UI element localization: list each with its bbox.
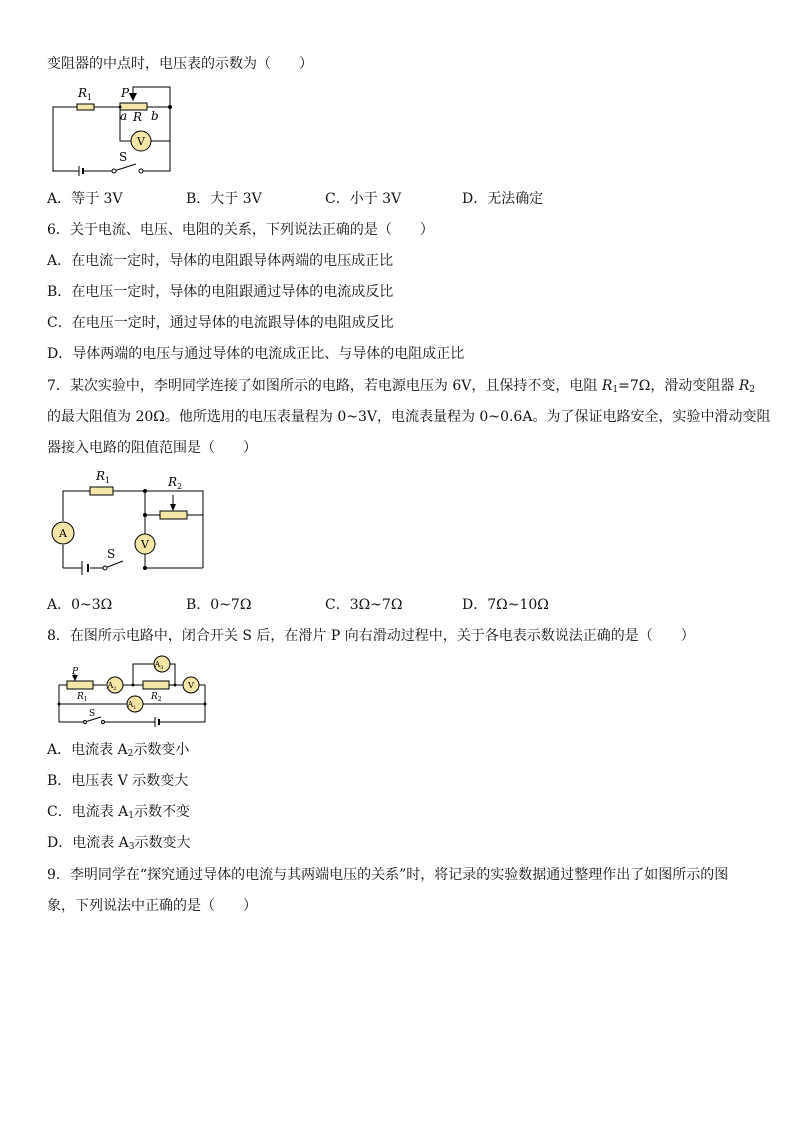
q8-option-d-tail: 示数变大 [134,835,191,851]
q8-slider-resistor-r1 [67,681,93,689]
q6-option-d: D．导体两端的电压与通过导体的电流成正比、与导体的电阻成正比 [47,346,465,362]
q6-option-c: C．在电压一定时，通过导体的电流跟导体的电阻成反比 [47,315,394,331]
q7-option-b: B．0~7Ω [186,597,252,613]
q5-option-c: C．小于 3V [325,191,402,207]
q7-label-s: S [107,547,116,561]
q7-circuit-diagram [45,465,215,585]
q7-option-a: A．0~3Ω [47,597,113,613]
q9-stem-line1: 9．李明同学在“探究通过导体的电流与其两端电压的关系”时，将记录的实验数据通过整理作出了如图所示的图 [47,867,729,883]
q7-label-v: V [141,538,149,551]
q7-stem-line2: 的最大阻值为 20Ω。他所选用的电压表量程为 0~3V，电流表量程为 0~0.6A。为了保证电路安全，实验中滑动变阻 [47,409,771,425]
q8-label-r1: $R_1$ [77,692,88,703]
q8-label-r2: $R_2$ [151,692,162,703]
q7-r2: R [738,378,750,394]
q8-resistor-r2 [143,681,169,689]
q7-r1-sub: 1 [612,385,619,395]
q7-option-c: C．3Ω~7Ω [325,597,403,613]
q5-option-b: B．大于 3V [186,191,262,207]
q7-slider-resistor-r2 [160,511,187,519]
q8-option-c [47,803,190,825]
q7-text-a: 7．某次实验中，李明同学连接了如图所示的电路，若电源电压为 6V，且保持不变，电阻 [47,378,602,394]
q5-label-s: S [119,150,128,164]
q7-r2-sub: 2 [749,385,756,395]
q8-option-a-sub: 2 [127,749,134,759]
q8-label-a3: $A_3$ [154,660,164,671]
q5-circuit-diagram [40,80,190,180]
q8-label-a2: $A_2$ [107,681,117,692]
q5-option-a: A．等于 3V [47,191,123,207]
q5-option-d: D．无法确定 [462,191,544,207]
q7-label-r2: $R_2$ [168,475,183,491]
q6-option-b: B．在电压一定时，导体的电阻跟通过导体的电流成反比 [47,284,394,300]
q8-label-p: P [72,667,79,677]
q5-label-b: b [151,109,159,123]
q7-label-a: A [59,527,67,540]
q8-option-a [47,741,189,763]
q7-option-d: D．7Ω~10Ω [462,597,549,613]
q8-circuit-diagram [55,652,215,730]
q7-label-r1: $R_1$ [96,469,111,485]
q8-option-c-sub: 1 [128,811,135,821]
q5-label-v: V [137,135,145,148]
q6-stem: 6．关于电流、电压、电阻的关系，下列说法正确的是（ ） [47,222,434,238]
q8-option-b: B．电压表 V 示数变大 [47,773,189,789]
q5-label-r: R [133,110,143,124]
q8-label-v: V [188,681,194,690]
q5-stem: 变阻器的中点时，电压表的示数为（ ） [47,56,313,72]
q7-r1: R [601,378,613,394]
q7-text-b: =7Ω，滑动变阻器 [618,378,739,394]
q8-option-a-text: A．电流表 A [47,742,128,758]
q9-stem-line2: 象，下列说法中正确的是（ ） [47,898,257,914]
q8-option-c-tail: 示数不变 [134,804,191,820]
q8-option-c-text: C．电流表 A [47,804,129,820]
q8-label-a1: $A_1$ [127,700,137,711]
q7-stem-line3: 器接入电路的阻值范围是（ ） [47,440,257,456]
q8-option-d-sub: 3 [128,842,135,852]
q5-resistor-r1 [77,104,94,110]
q8-label-s: S [89,709,96,719]
q5-label-r1: $R_1$ [78,86,93,102]
q5-label-a: a [120,109,128,123]
q7-resistor-r1 [90,487,113,495]
q8-option-d [47,834,191,856]
q8-option-d-text: D．电流表 A [47,835,129,851]
q5-label-p: P [121,86,130,100]
q6-option-a: A．在电流一定时，导体的电阻跟导体两端的电压成正比 [47,253,394,269]
q8-option-a-tail: 示数变小 [133,742,190,758]
q7-stem-line1 [47,377,755,399]
q8-stem: 8．在图所示电路中，闭合开关 S 后，在滑片 P 向右滑动过程中，关于各电表示数说法正确的是（ ） [47,628,695,644]
